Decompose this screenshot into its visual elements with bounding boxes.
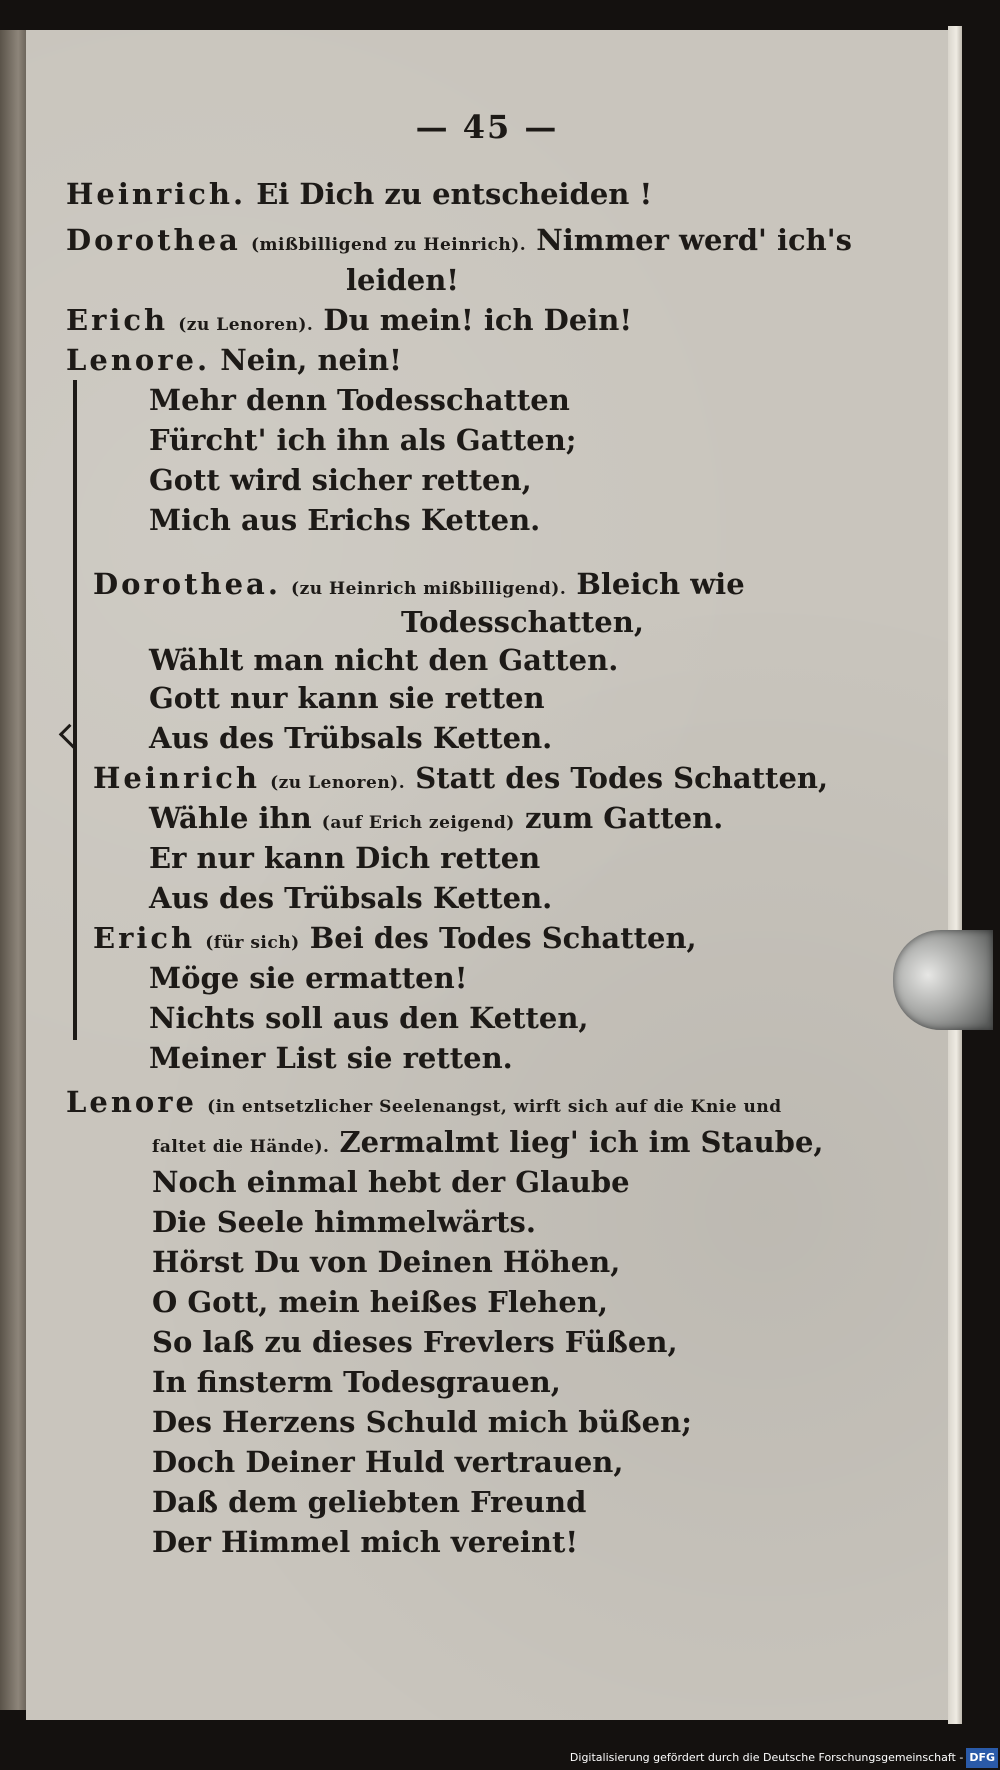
text-line: Aus des Trübsals Ketten. bbox=[149, 721, 553, 755]
text-line: Wähle ihn (auf Erich zeigend) zum Gatten. bbox=[149, 801, 724, 835]
brace-tip bbox=[59, 724, 84, 749]
text-line: Er nur kann Dich retten bbox=[149, 841, 541, 875]
text-line: Fürcht' ich ihn als Gatten; bbox=[149, 423, 577, 457]
text-line: Nichts soll aus den Ketten, bbox=[149, 1001, 589, 1035]
text-line: O Gott, mein heißes Flehen, bbox=[152, 1285, 609, 1319]
text-line: Dorothea. (zu Heinrich mißbilligend). Bleich wie bbox=[93, 567, 745, 601]
text-line: Meiner List sie retten. bbox=[149, 1041, 513, 1075]
brace-bracket bbox=[73, 380, 77, 1040]
text-line: Die Seele himmelwärts. bbox=[152, 1205, 536, 1239]
metal-page-clip bbox=[893, 930, 993, 1030]
right-page-edge bbox=[948, 26, 962, 1724]
text-line: Dorothea (mißbilligend zu Heinrich). Nimmer werd' ich's bbox=[66, 223, 852, 257]
text-line: Erich (zu Lenoren). Du mein! ich Dein! bbox=[66, 303, 633, 337]
text-line: Gott wird sicher retten, bbox=[149, 463, 532, 497]
text-line: Erich (für sich) Bei des Todes Schatten, bbox=[93, 921, 697, 955]
text-line: Hörst Du von Deinen Höhen, bbox=[152, 1245, 621, 1279]
text-line: Mehr denn Todesschatten bbox=[149, 383, 570, 417]
text-line: Der Himmel mich vereint! bbox=[152, 1525, 579, 1559]
text-line: So laß zu dieses Frevlers Füßen, bbox=[152, 1325, 678, 1359]
text-line: faltet die Hände). Zermalmt lieg' ich im Staube, bbox=[152, 1125, 824, 1159]
text-line: Lenore (in entsetzlicher Seelenangst, wirft sich auf die Knie und bbox=[66, 1085, 782, 1119]
text-line: Möge sie ermatten! bbox=[149, 961, 468, 995]
digitization-credit: Digitalisierung gefördert durch die Deutsche Forschungsgemeinschaft - DFG bbox=[570, 1748, 998, 1768]
text-line: leiden! bbox=[346, 263, 460, 297]
text-line: Aus des Trübsals Ketten. bbox=[149, 881, 553, 915]
book-page bbox=[26, 30, 950, 1720]
page-number: — 45 — bbox=[415, 108, 559, 146]
text-line: Heinrich. Ei Dich zu entscheiden ! bbox=[66, 177, 653, 211]
left-page-edge bbox=[0, 30, 26, 1710]
dfg-logo: DFG bbox=[966, 1748, 998, 1768]
text-line: Mich aus Erichs Ketten. bbox=[149, 503, 541, 537]
text-line: Noch einmal hebt der Glaube bbox=[152, 1165, 630, 1199]
text-line: Todesschatten, bbox=[401, 605, 644, 639]
text-line: Heinrich (zu Lenoren). Statt des Todes Schatten, bbox=[93, 761, 829, 795]
text-line: In finsterm Todesgrauen, bbox=[152, 1365, 561, 1399]
text-line: Doch Deiner Huld vertrauen, bbox=[152, 1445, 624, 1479]
text-line: Lenore. Nein, nein! bbox=[66, 343, 402, 377]
text-line: Gott nur kann sie retten bbox=[149, 681, 545, 715]
text-line: Daß dem geliebten Freund bbox=[152, 1485, 587, 1519]
text-line: Des Herzens Schuld mich büßen; bbox=[152, 1405, 692, 1439]
text-line: Wählt man nicht den Gatten. bbox=[149, 643, 619, 677]
